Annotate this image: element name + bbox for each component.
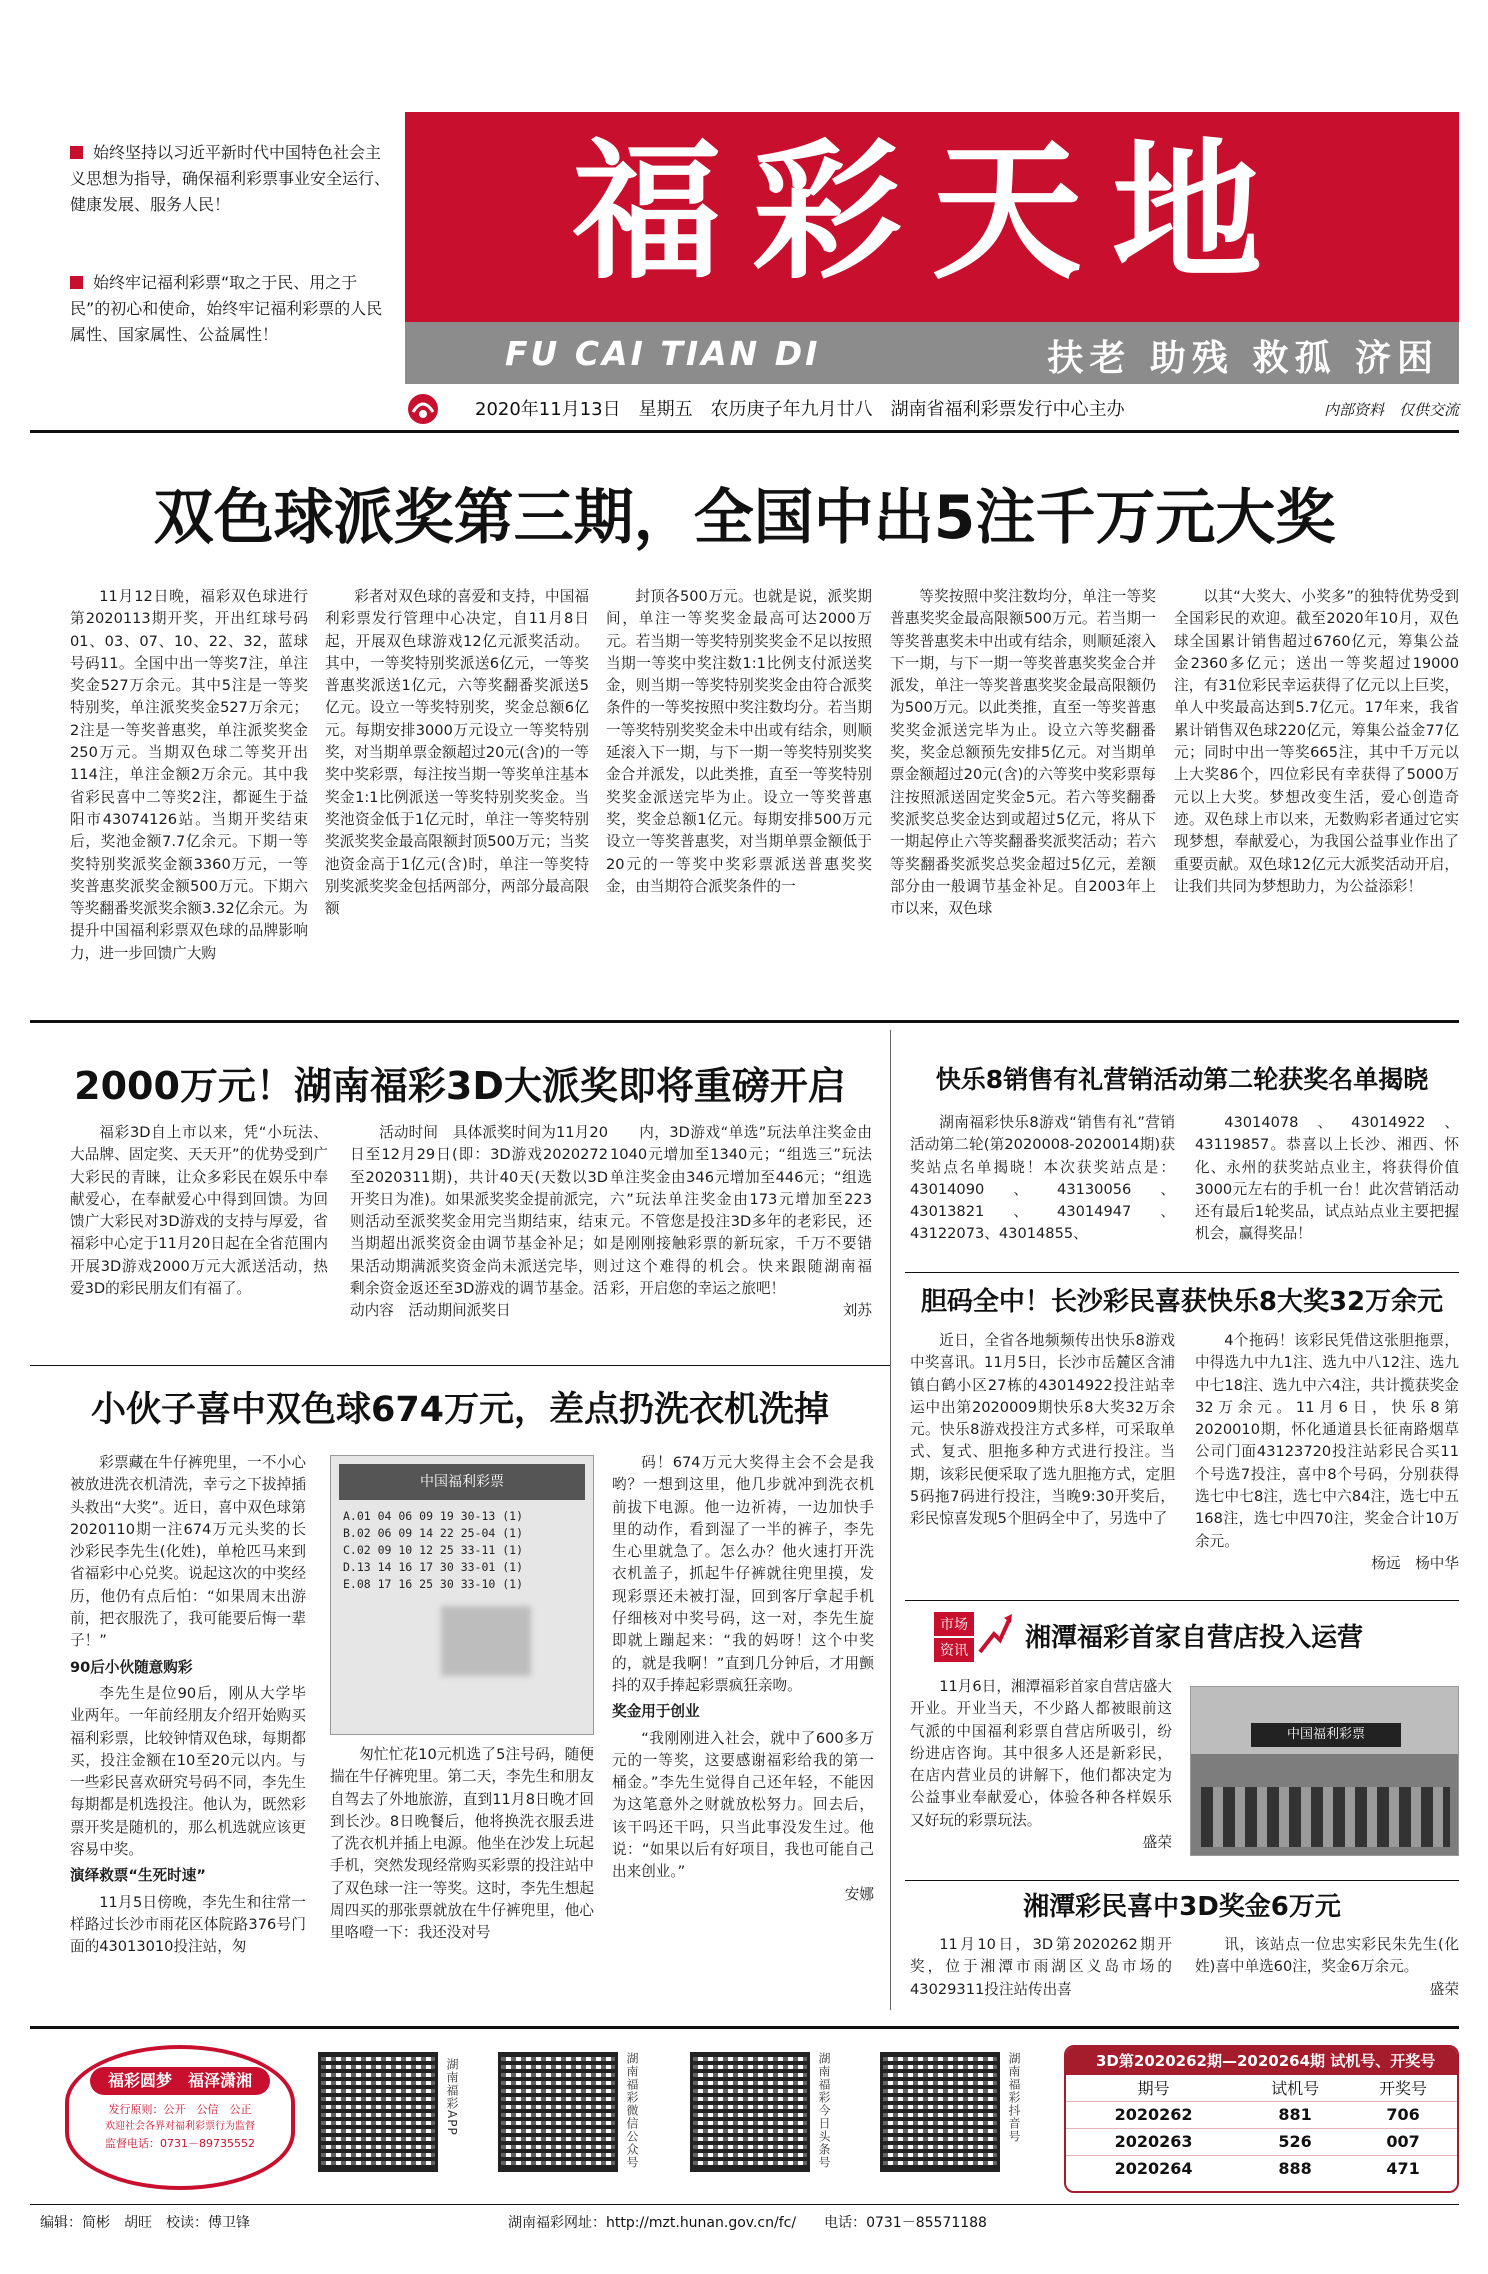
subheading: 演绎救票“生死时速” <box>70 1867 206 1885</box>
article-column <box>610 1122 872 1350</box>
article-column <box>325 586 589 1006</box>
draw-results-title: 3D第2020262期—2020264期 试机号、开奖号 <box>1066 2047 1457 2075</box>
qr-caption: 湖南福彩APP <box>445 2058 459 2136</box>
trend-arrow-icon <box>978 1610 1014 1656</box>
bullet-square-icon <box>70 146 83 159</box>
paragraph: 内，3D游戏“单选”玩法单注奖金由1040元增加至1340元；“组选三”玩法单注奖金由346元增加至446元；“组选六”玩法单注奖金由173元增加至223元。不管您是投注3D多年的老彩民，还是刚刚接触彩票的新玩家，千万不要错过这个难得的机会。快来跟随湖南福彩，开启您的幸运之旅吧！ <box>610 1124 872 1298</box>
ticket-line: A.01 04 06 09 19 30-13 (1) <box>343 1509 524 1523</box>
paragraph: 湖南福彩快乐8游戏“销售有礼”营销活动第二轮(第2020008-2020014期)获奖站点名单揭晓！本次获奖站点是：43014090、43130056、43013821、43014947、43122073、43014855、 <box>910 1114 1175 1243</box>
masthead <box>405 112 1459 384</box>
column-header: 期号 <box>1137 2079 1170 2099</box>
paragraph: 彩者对双色球的喜爱和支持，中国福利彩票发行管理中心决定，自11月8日起，开展双色球游戏12亿元派奖活动。其中，一等奖特别奖派送6亿元，一等奖普惠奖派送1亿元，六等奖翻番奖派送5亿元。设立一等奖特别奖，奖金总额6亿元。每期安排3000万元设立一等奖特别奖，对当期单票金额超过20元(含)的一等奖中奖彩票，每注按当期一等奖单注基本奖金1:1比例派送一等奖特别奖奖金。当奖池资金低于1亿元时，单注一等奖特别奖派奖奖金最高限额封顶500万元；当奖池资金高于1亿元(含)时，单注一等奖特别奖派奖奖金包括两部分，两部分最高限额 <box>325 588 589 918</box>
article-headline: 胆码全中！长沙彩民喜获快乐8大奖32万余元 <box>920 1287 1444 1317</box>
article-column <box>1195 1934 1459 2014</box>
qr-code-toutiao[interactable] <box>690 2052 810 2172</box>
internal-note: 内部资料 仅供交流 <box>1323 401 1459 419</box>
qr-code-app[interactable] <box>318 2052 438 2172</box>
article-column <box>910 1112 1175 1270</box>
article-column <box>1195 1112 1459 1270</box>
paragraph: 11月6日，湘潭福彩首家自营店盛大开业。开业当天，不少路人都被眼前这气派的中国福利彩票自营店所吸引，纷纷进店咨询。其中很多人还是新彩民，在店内营业员的讲解下，他们都决定为公益事业奉献爱心，体验各种各样娱乐又好玩的彩票玩法。 <box>910 1678 1172 1829</box>
promo-headline: 福彩圆梦 福泽潇湘 <box>90 2067 270 2095</box>
article-column <box>350 1122 608 1350</box>
test-number: 888 <box>1241 2155 1349 2182</box>
footer <box>30 2208 1459 2238</box>
draw-number: 2020264 <box>1066 2155 1241 2182</box>
paragraph: 讯，该站点一位忠实彩民朱先生(化姓)喜中单选60注，奖金6万余元。 <box>1195 1936 1459 1976</box>
dateline <box>405 394 1459 426</box>
masthead-motto: 扶老 助残 救孤 济困 <box>1047 338 1439 379</box>
badge-text: 资讯 <box>934 1638 974 1662</box>
masthead-bar <box>405 322 1459 384</box>
section-rule <box>30 1020 1459 1023</box>
paragraph: 近日，全省各地频频传出快乐8游戏中奖喜讯。11月5日，长沙市岳麓区含浦镇白鹤小区27栋的43014922投注站幸运中出第2020009期快乐8大奖32万余元。快乐8游戏投注方式多样，可采取单式、复式、胆拖多种方式进行投注。当期，该彩民便采取了选九胆拖方式，定胆5码拖7码进行投注，当晚9:30开奖后，彩民惊喜发现5个胆码全中了，另选中了 <box>910 1332 1175 1528</box>
paragraph: 4个拖码！该彩民凭借这张胆拖票，中得选九中九1注、选九中八12注、选九中七18注、选九中六4注，共计揽获奖金32万余元。11月6日，快乐8第2020010期，怀化通道县长征南路烟草公司门面43123720投注站彩民合买11个号选7投注，喜中8个号码，分别获得选七中七8注，选七中六84注，选七中五168注，选七中四70注，奖金合计10万余元。 <box>1195 1332 1459 1550</box>
ticket-brand: 中国福利彩票 <box>339 1464 585 1500</box>
section-rule <box>30 2026 1459 2029</box>
article-column <box>910 1330 1175 1596</box>
crowd <box>1201 1787 1450 1847</box>
article-headline: 2000万元！湖南福彩3D大派奖即将重磅开启 <box>74 1064 846 1108</box>
top-rule <box>30 430 1459 433</box>
bullet-square-icon <box>70 276 83 289</box>
store-opening-photo <box>1190 1686 1459 1856</box>
footer-rule <box>30 2204 1459 2205</box>
market-news-badge <box>920 1608 1010 1668</box>
winning-number: 471 <box>1349 2155 1457 2182</box>
promo-line: 发行原则：公开 公信 公正 <box>108 2103 252 2116</box>
column-header: 试机号 <box>1271 2079 1320 2099</box>
promo-line: 监督电话：0731－89735552 <box>105 2137 255 2150</box>
byline: 刘苏 <box>842 1302 872 1320</box>
paragraph: 封顶各500万元。也就是说，派奖期间，单注一等奖奖金最高可达2000万元。若当期一等奖特别奖奖金不足以按照当期一等奖中奖注数1:1比例支付派送奖金，则当期一等奖特别奖奖金由符合派奖条件的一等奖按照中奖注数均分。若当期一等奖特别奖奖金未中出或有结余，则顺延滚入下一期，与下一期一等奖特别奖奖金合并派发，以此类推，直至一等奖特别奖奖金派送完毕为止。设立一等奖普惠奖，奖金总额1亿元。每期安排500万元设立一等奖普惠奖，对当期单票金额低于20元的一等奖中奖彩票派送普惠奖奖金，由当期符合派奖条件的一 <box>606 588 872 895</box>
section-rule <box>30 1365 890 1366</box>
slogan-2 <box>70 270 390 348</box>
paragraph: “我刚刚进入社会，就中了600多万元的一等奖，这要感谢福彩给我的第一桶金。”李先生觉得自己还年轻，不能因为这笔意外之财就放松努力。回去后，该干吗还干吗，只当此事没发生过。他说：“如果以后有好项目，我也可能自己出来创业。” <box>612 1729 874 1881</box>
promo-line: 欢迎社会各界对福利彩票行为监督 <box>105 2121 255 2132</box>
test-number: 881 <box>1241 2101 1349 2128</box>
blurred-barcode <box>441 1606 531 1676</box>
winning-number: 706 <box>1349 2101 1457 2128</box>
subheading: 奖金用于创业 <box>612 1703 700 1721</box>
article-headline: 湘潭福彩首家自营店投入运营 <box>1025 1623 1364 1653</box>
paragraph: 11月12日晚，福彩双色球进行第2020113期开奖，开出红球号码01、03、07、10、22、32，蓝球号码11。全国中出一等奖7注，单注奖金527万余元。其中5注是一等奖特别奖，单注派奖奖金527万余元；2注是一等奖普惠奖，单注派奖奖金250万元。当期双色球二等奖开出114注，单注金额2万余元。其中我省彩民喜中二等奖2注，都诞生于益阳市43074126站。当期开奖结束后，奖池金额7.7亿余元。下期一等奖特别奖派奖金额3360万元，一等奖普惠奖派奖金额500万元。下期六等奖翻番奖派奖余额3.32亿余元。为提升中国福利彩票双色球的品牌影响力，进一步回馈广大购 <box>70 588 308 962</box>
qr-caption: 湖南福彩微信公众号 <box>625 2052 639 2169</box>
paragraph: 等奖按照中奖注数均分，单注一等奖普惠奖奖金最高限额500万元。若当期一等奖普惠奖未中出或有结余，则顺延滚入下一期，与下一期一等奖普惠奖奖金合并派发，单注一等奖普惠奖奖金最高限额仍为500万元。以此类推，直至一等奖普惠奖奖金派送完毕为止。设立六等奖翻番奖，奖金总额预先安排5亿元。对当期单票金额超过20元(含)的六等奖中奖彩票每注按照派送固定奖金5元。若六等奖翻番奖派奖总奖金达到或超过5亿元，将从下一期起停止六等奖翻番奖派奖活动；若六等奖翻番奖派奖总奖金超过5亿元，差额部分由一般调节基金补足。自2003年上市以来，双色球 <box>890 588 1156 918</box>
column-divider <box>890 1030 891 2010</box>
byline: 安娜 <box>844 1885 874 1903</box>
test-number: 526 <box>1241 2128 1349 2155</box>
article-column <box>1174 586 1459 1006</box>
paragraph: 彩票藏在牛仔裤兜里，一不小心被放进洗衣机清洗，幸亏之下拔掉插头救出“大奖”。近日，喜中双色球第2020110期一注674万元头奖的长沙彩民李先生(化姓)，单枪匹马来到省福彩中心兑奖。说起这次的中奖经历，他仍有点后怕：“如果周末出游前，把衣服洗了，我可能要后悔一辈子！” <box>70 1454 306 1650</box>
article-column <box>70 1122 328 1350</box>
article-column <box>606 586 872 1006</box>
slogan-1 <box>70 140 390 218</box>
lottery-ticket-photo <box>330 1455 594 1735</box>
article-headline: 湘潭彩民喜中3D奖金6万元 <box>1023 1892 1341 1922</box>
qr-code-wechat[interactable] <box>498 2052 618 2172</box>
article-column <box>612 1452 874 1962</box>
paragraph: 码！674万元大奖得主会不会是我哟？一想到这里，他几步就冲到洗衣机前拔下电源。他一边祈祷，一边加快手里的动作，看到湿了一半的裤子，李先生心里就急了。怎么办？他火速打开洗衣机盖子，抓起牛仔裤就往兜里摸，发现彩票还未被打湿，回到客厅拿起手机仔细核对中奖号码，这一对，李先生旋即就上蹦起来：“我的妈呀！这个中奖的，就是我啊！”直到几分钟后，才用颤抖的双手捧起彩票疯狂亲吻。 <box>612 1454 874 1694</box>
table-row <box>1066 2101 1457 2128</box>
paragraph: 43014078、43014922、43119857。恭喜以上长沙、湘西、怀化、永州的获奖站点业主，将获得价值3000元左右的手机一台！此次营销活动还有最后1轮奖品，试点站点业主要把握机会，赢得奖品！ <box>1195 1114 1459 1243</box>
article-headline: 快乐8销售有礼营销活动第二轮获奖名单揭晓 <box>935 1065 1429 1094</box>
paragraph: 活动时间 具体派奖时间为11月20日至12月29日(即：3D游戏2020272至2020311期)，共计40天(天数以3D开奖日为准)。如果派奖奖金提前派完，则活动至派奖奖金用完当期结束，结束当期超出派奖资金由调节基金补足；如果活动期满派奖资金尚未派送完毕，则剩余资金返还至3D游戏的调节基金。活动内容 活动期间派奖日 <box>350 1124 608 1320</box>
byline: 盛荣 <box>1142 1834 1172 1852</box>
article-column <box>910 1934 1172 2014</box>
winning-number: 007 <box>1349 2128 1457 2155</box>
article-column <box>330 1744 594 1962</box>
article-column <box>70 1452 306 1962</box>
paragraph: 李先生是位90后，刚从大学毕业两年。一年前经朋友介绍开始购买福利彩票，比较钟情双色球，每期都买，投注金额在10至20元以内。与一些彩民喜欢研究号码不同，李先生每期都是机选投注。他认为，既然彩票开奖是随机的，那么机选就应该更容易中奖。 <box>70 1684 306 1859</box>
contact-info: 湖南福彩网址：http://mzt.hunan.gov.cn/fc/ 电话：0731－85571188 <box>508 2215 987 2231</box>
slogan-text: 始终牢记福利彩票“取之于民、用之于民”的初心和使命，始终牢记福利彩票的人民属性、国家属性、公益属性！ <box>70 273 383 344</box>
promo-badge <box>65 2045 295 2190</box>
badge-text: 市场 <box>934 1612 974 1636</box>
table-row <box>1066 2155 1457 2182</box>
article-column <box>70 586 308 1006</box>
article-column <box>910 1676 1172 1876</box>
draw-results-table <box>1064 2045 1459 2193</box>
paragraph: 以其“大奖大、小奖多”的独特优势受到全国彩民的欢迎。截至2020年10月，双色球全国累计销售超过6760亿元，筹集公益金2360多亿元；送出一等奖超过19000注，有31位彩民幸运获得了亿元以上巨奖，单人中奖最高达到5.7亿元。17年来，我省累计销售双色球220亿元，筹集公益金77亿元；同时中出一等奖665注，其中千万元以上大奖86个，四位彩民有幸获得了5000万元以上大奖。梦想改变生活，爱心创造奇迹。双色球上市以来，无数购彩者通过它实现梦想，奉献爱心，为我国公益事业作出了重要贡献。双色球12亿元大派奖活动开启，让我们共同为梦想助力，为公益添彩！ <box>1174 588 1459 895</box>
ticket-line: E.08 17 16 25 30 33-10 (1) <box>343 1577 524 1591</box>
article-headline: 小伙子喜中双色球674万元，差点扔洗衣机洗掉 <box>90 1390 830 1430</box>
article-column <box>1195 1330 1459 1596</box>
date-text: 2020年11月13日 星期五 农历庚子年九月廿八 湖南省福利彩票发行中心主办 <box>475 399 1125 420</box>
paragraph: 11月10日，3D第2020262期开奖，位于湘潭市雨湖区义岛市场的43029311投注站传出喜 <box>910 1936 1172 1998</box>
section-rule <box>905 1880 1459 1881</box>
section-rule <box>905 1272 1459 1273</box>
subheading: 90后小伙随意购彩 <box>70 1658 193 1676</box>
article-column <box>890 586 1156 1006</box>
ticket-line: D.13 14 16 17 30 33-01 (1) <box>343 1560 524 1574</box>
article-headline: 双色球派奖第三期，全国中出5注千万元大奖 <box>153 483 1336 553</box>
draw-number: 2020263 <box>1066 2128 1241 2155</box>
editor-credits: 编辑：简彬 胡旺 校读：傅卫锋 <box>40 2215 250 2231</box>
byline: 盛荣 <box>1429 1980 1459 1998</box>
masthead-title: 福彩天地 <box>571 126 1292 300</box>
masthead-english: FU CAI TIAN DI <box>505 334 821 373</box>
slogan-text: 始终坚持以习近平新时代中国特色社会主义思想为指导，确保福利彩票事业安全运行、健康发展、服务人民！ <box>70 143 391 214</box>
paragraph: 11月5日傍晚，李先生和往常一样路过长沙市雨花区体院路376号门面的43013010投注站，匆 <box>70 1893 306 1956</box>
column-header: 开奖号 <box>1379 2079 1428 2099</box>
qr-caption: 湖南福彩抖音号 <box>1007 2052 1021 2143</box>
paragraph: 匆忙忙花10元机选了5注号码，随便揣在牛仔裤兜里。第二天，李先生和朋友自驾去了外地旅游，直到11月8日晚才回到长沙。8日晚餐后，他将换洗衣服丢进了洗衣机并插上电源。他坐在沙发上玩起手机，突然发现经常购买彩票的投注站中了双色球一注一等奖。这时，李先生想起周四买的那张票就放在牛仔裤兜里，他心里咯噔一下：我还没对号 <box>330 1746 594 1942</box>
draw-number: 2020262 <box>1066 2101 1241 2128</box>
table-row <box>1066 2128 1457 2155</box>
store-sign: 中国福利彩票 <box>1251 1723 1401 1747</box>
byline: 杨远 杨中华 <box>1371 1554 1459 1572</box>
ticket-line: C.02 09 10 12 25 33-11 (1) <box>343 1543 524 1557</box>
ticket-line: B.02 06 09 14 22 25-04 (1) <box>343 1526 524 1540</box>
qr-code-douyin[interactable] <box>880 2052 1000 2172</box>
section-rule <box>905 1600 1459 1601</box>
qr-caption: 湖南福彩今日头条号 <box>817 2052 831 2169</box>
paragraph: 福彩3D自上市以来，凭“小玩法、大品牌、固定奖、天天开”的优势受到广大彩民的青睐，让众多彩民在娱乐中奉献爱心，在奉献爱心中得到回馈。为回馈广大彩民对3D游戏的支持与厚爱，省福彩中心定于11月20日起在全省范围内开展3D游戏2000万元大派送活动，热爱3D的彩民朋友们有福了。 <box>70 1124 328 1298</box>
